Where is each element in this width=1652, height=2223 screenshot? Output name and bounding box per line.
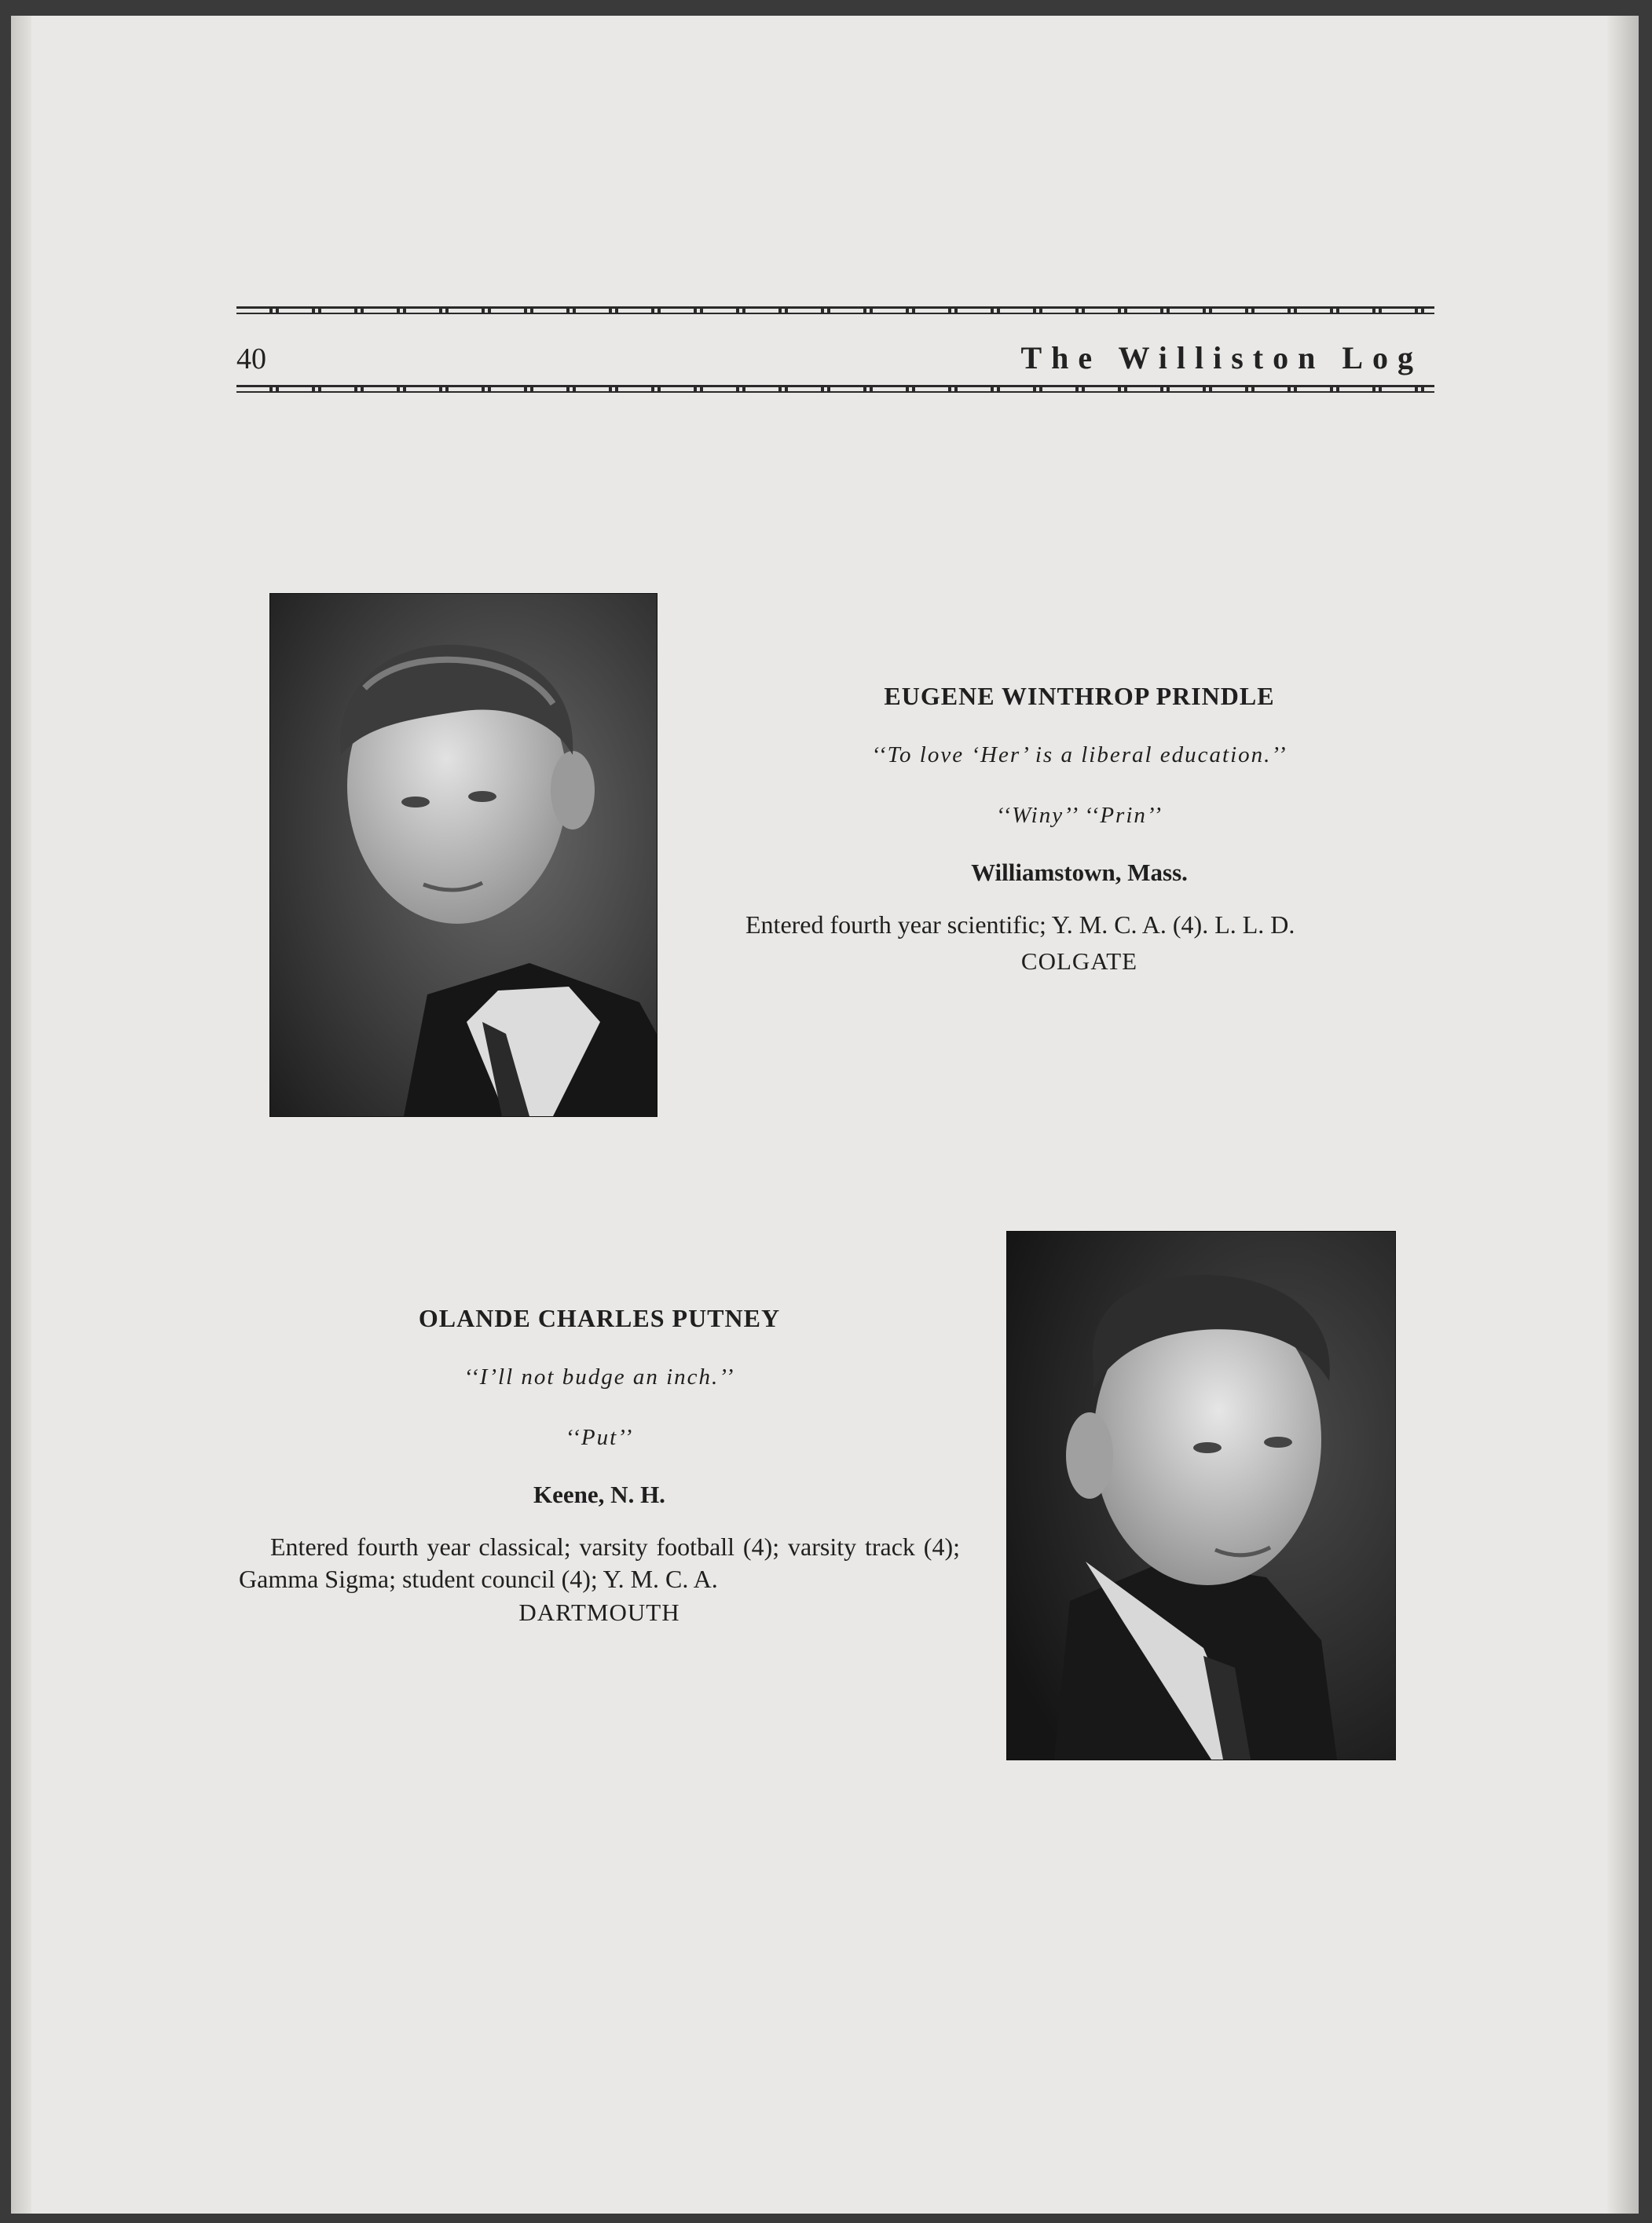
student-hometown: Keene, N. H. (533, 1481, 665, 1508)
student-college: COLGATE (1020, 947, 1138, 975)
student-hometown: Williamstown, Mass. (971, 859, 1188, 886)
entry-prindle (714, 682, 1445, 976)
student-quote: ‘‘To love ‘Her’ is a liberal education.’’ (871, 742, 1288, 767)
header-rule-bottom (236, 385, 1434, 393)
student-name: EUGENE WINTHROP PRINDLE (884, 682, 1275, 710)
running-title: The Williston Log (1020, 340, 1423, 375)
student-name: OLANDE CHARLES PUTNEY (418, 1304, 781, 1332)
portrait-photo-prindle (269, 593, 658, 1117)
page-edge-right (1607, 16, 1639, 2214)
student-nicknames: ‘‘Winy’’ ‘‘Prin’’ (996, 803, 1163, 828)
page-number: 40 (236, 342, 266, 375)
student-college: DARTMOUTH (518, 1599, 680, 1626)
header-rule-top (236, 306, 1434, 314)
yearbook-page (11, 16, 1639, 2214)
student-quote: ‘‘I’ll not budge an inch.’’ (463, 1364, 735, 1390)
page-edge-left (11, 16, 31, 2214)
student-nicknames: ‘‘Put’’ (565, 1425, 634, 1450)
entry-putney (239, 1304, 960, 1627)
portrait-photo-putney (1006, 1231, 1396, 1760)
student-record: Entered fourth year classical; varsity football (4); varsity track (4); Gamma Sigma; student council (4); Y. M. C. A. (239, 1533, 960, 1593)
student-record: Entered fourth year scientific; Y. M. C. A. (4). L. L. D. (745, 910, 1295, 939)
